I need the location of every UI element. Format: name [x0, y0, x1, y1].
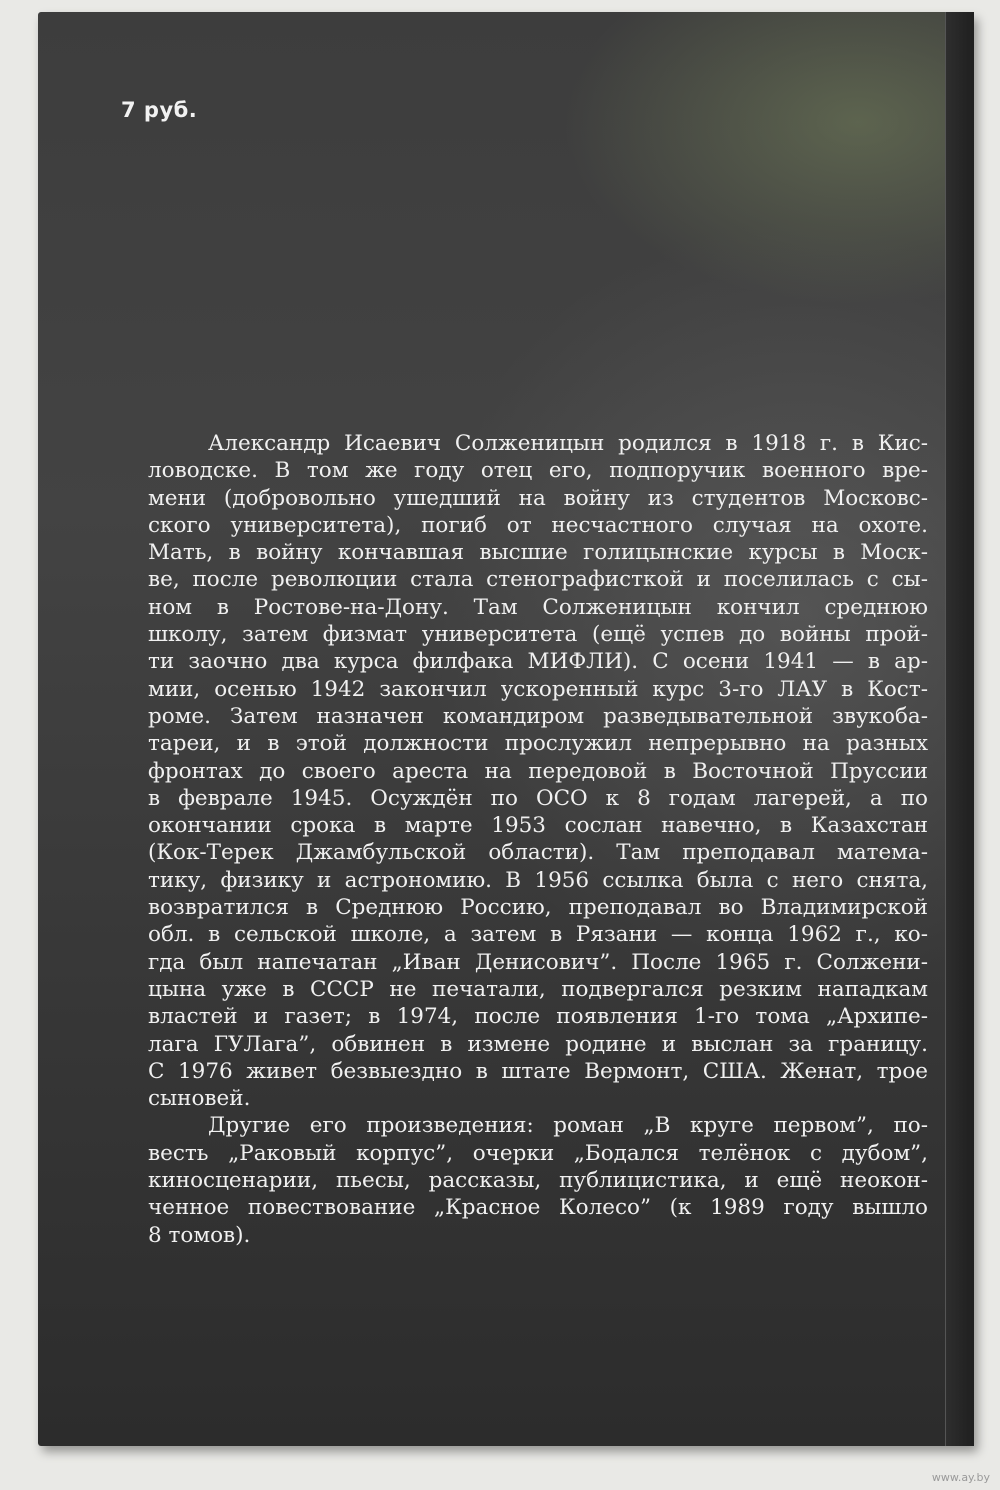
price-label: 7 руб.: [121, 98, 198, 122]
text-line: С 1976 живет безвыездно в штате Вермонт, США. Женат, трое: [148, 1058, 928, 1084]
text-line: весть „Раковый корпус”, очерки „Бодался телёнок с дубом”,: [148, 1140, 928, 1166]
text-line: возвратился в Среднюю Россию, преподавал во Владимирской: [148, 895, 928, 921]
text-line: мени (добровольно ушедший на войну из студентов Московс-: [148, 485, 928, 511]
text-line: ского университета), погиб от несчастного случая на охоте.: [148, 512, 928, 538]
text-line: лага ГУЛага”, обвинен в измене родине и выслан за границу.: [148, 1031, 928, 1057]
text-line: Мать, в войну кончавшая высшие голицынские курсы в Моск-: [148, 540, 928, 566]
text-line: тареи, и в этой должности прослужил непрерывно на разных: [148, 731, 928, 757]
text-line: мии, осенью 1942 закончил ускоренный курс 3-го ЛАУ в Кост-: [148, 676, 928, 702]
text-line: Александр Исаевич Солженицын родился в 1918 г. в Кис-: [208, 431, 928, 456]
text-line: сыновей.: [148, 1086, 251, 1112]
text-line: фронтах до своего ареста на передовой в Восточной Пруссии: [148, 758, 928, 784]
author-biography: [148, 430, 928, 1249]
text-line: цына уже в СССР не печатали, подвергался резким нападкам: [148, 976, 928, 1002]
text-line: киносценарии, пьесы, рассказы, публицистика, и ещё неокон-: [148, 1168, 928, 1194]
text-line: в феврале 1945. Осуждён по ОСО к 8 годам лагерей, а по: [148, 785, 928, 811]
text-line: гда был напечатан „Иван Денисович”. После 1965 г. Солжени-: [148, 949, 928, 975]
text-line: ловодске. В том же году отец его, подпоручик военного вре-: [148, 458, 928, 484]
works-paragraph: [148, 1112, 928, 1248]
site-watermark: www.ay.by: [931, 1471, 990, 1484]
book-spine-edge: [945, 12, 974, 1446]
text-line: (Кок-Терек Джамбульской области). Там преподавал матема-: [148, 840, 928, 866]
text-line: окончании срока в марте 1953 сослан навечно, в Казахстан: [148, 813, 928, 839]
text-line: ном в Ростове-на-Дону. Там Солженицын кончил среднюю: [148, 594, 928, 620]
text-line: властей и газет; в 1974, после появления 1-го тома „Архипе-: [148, 1004, 928, 1030]
text-line: обл. в сельской школе, а затем в Рязани — конца 1962 г., ко-: [148, 922, 928, 948]
text-line: 8 томов).: [148, 1222, 251, 1248]
book-back-cover: [38, 12, 974, 1446]
text-line: тику, физику и астрономию. В 1956 ссылка была с него снята,: [148, 867, 928, 893]
text-line: ти заочно два курса филфака МИФЛИ). С осени 1941 — в ар-: [148, 649, 928, 675]
text-line: школу, затем физмат университета (ещё успев до войны прой-: [148, 622, 928, 648]
text-line: ченное повествование „Красное Колесо” (к 1989 году вышло: [148, 1195, 928, 1221]
text-line: Другие его произведения: роман „В круге первом”, по-: [208, 1113, 928, 1139]
text-line: ве, после революции стала стенографисткой и поселилась с сы-: [148, 567, 928, 593]
text-line: роме. Затем назначен командиром разведывательной звукоба-: [148, 703, 928, 729]
biography-paragraph: [148, 430, 928, 1112]
